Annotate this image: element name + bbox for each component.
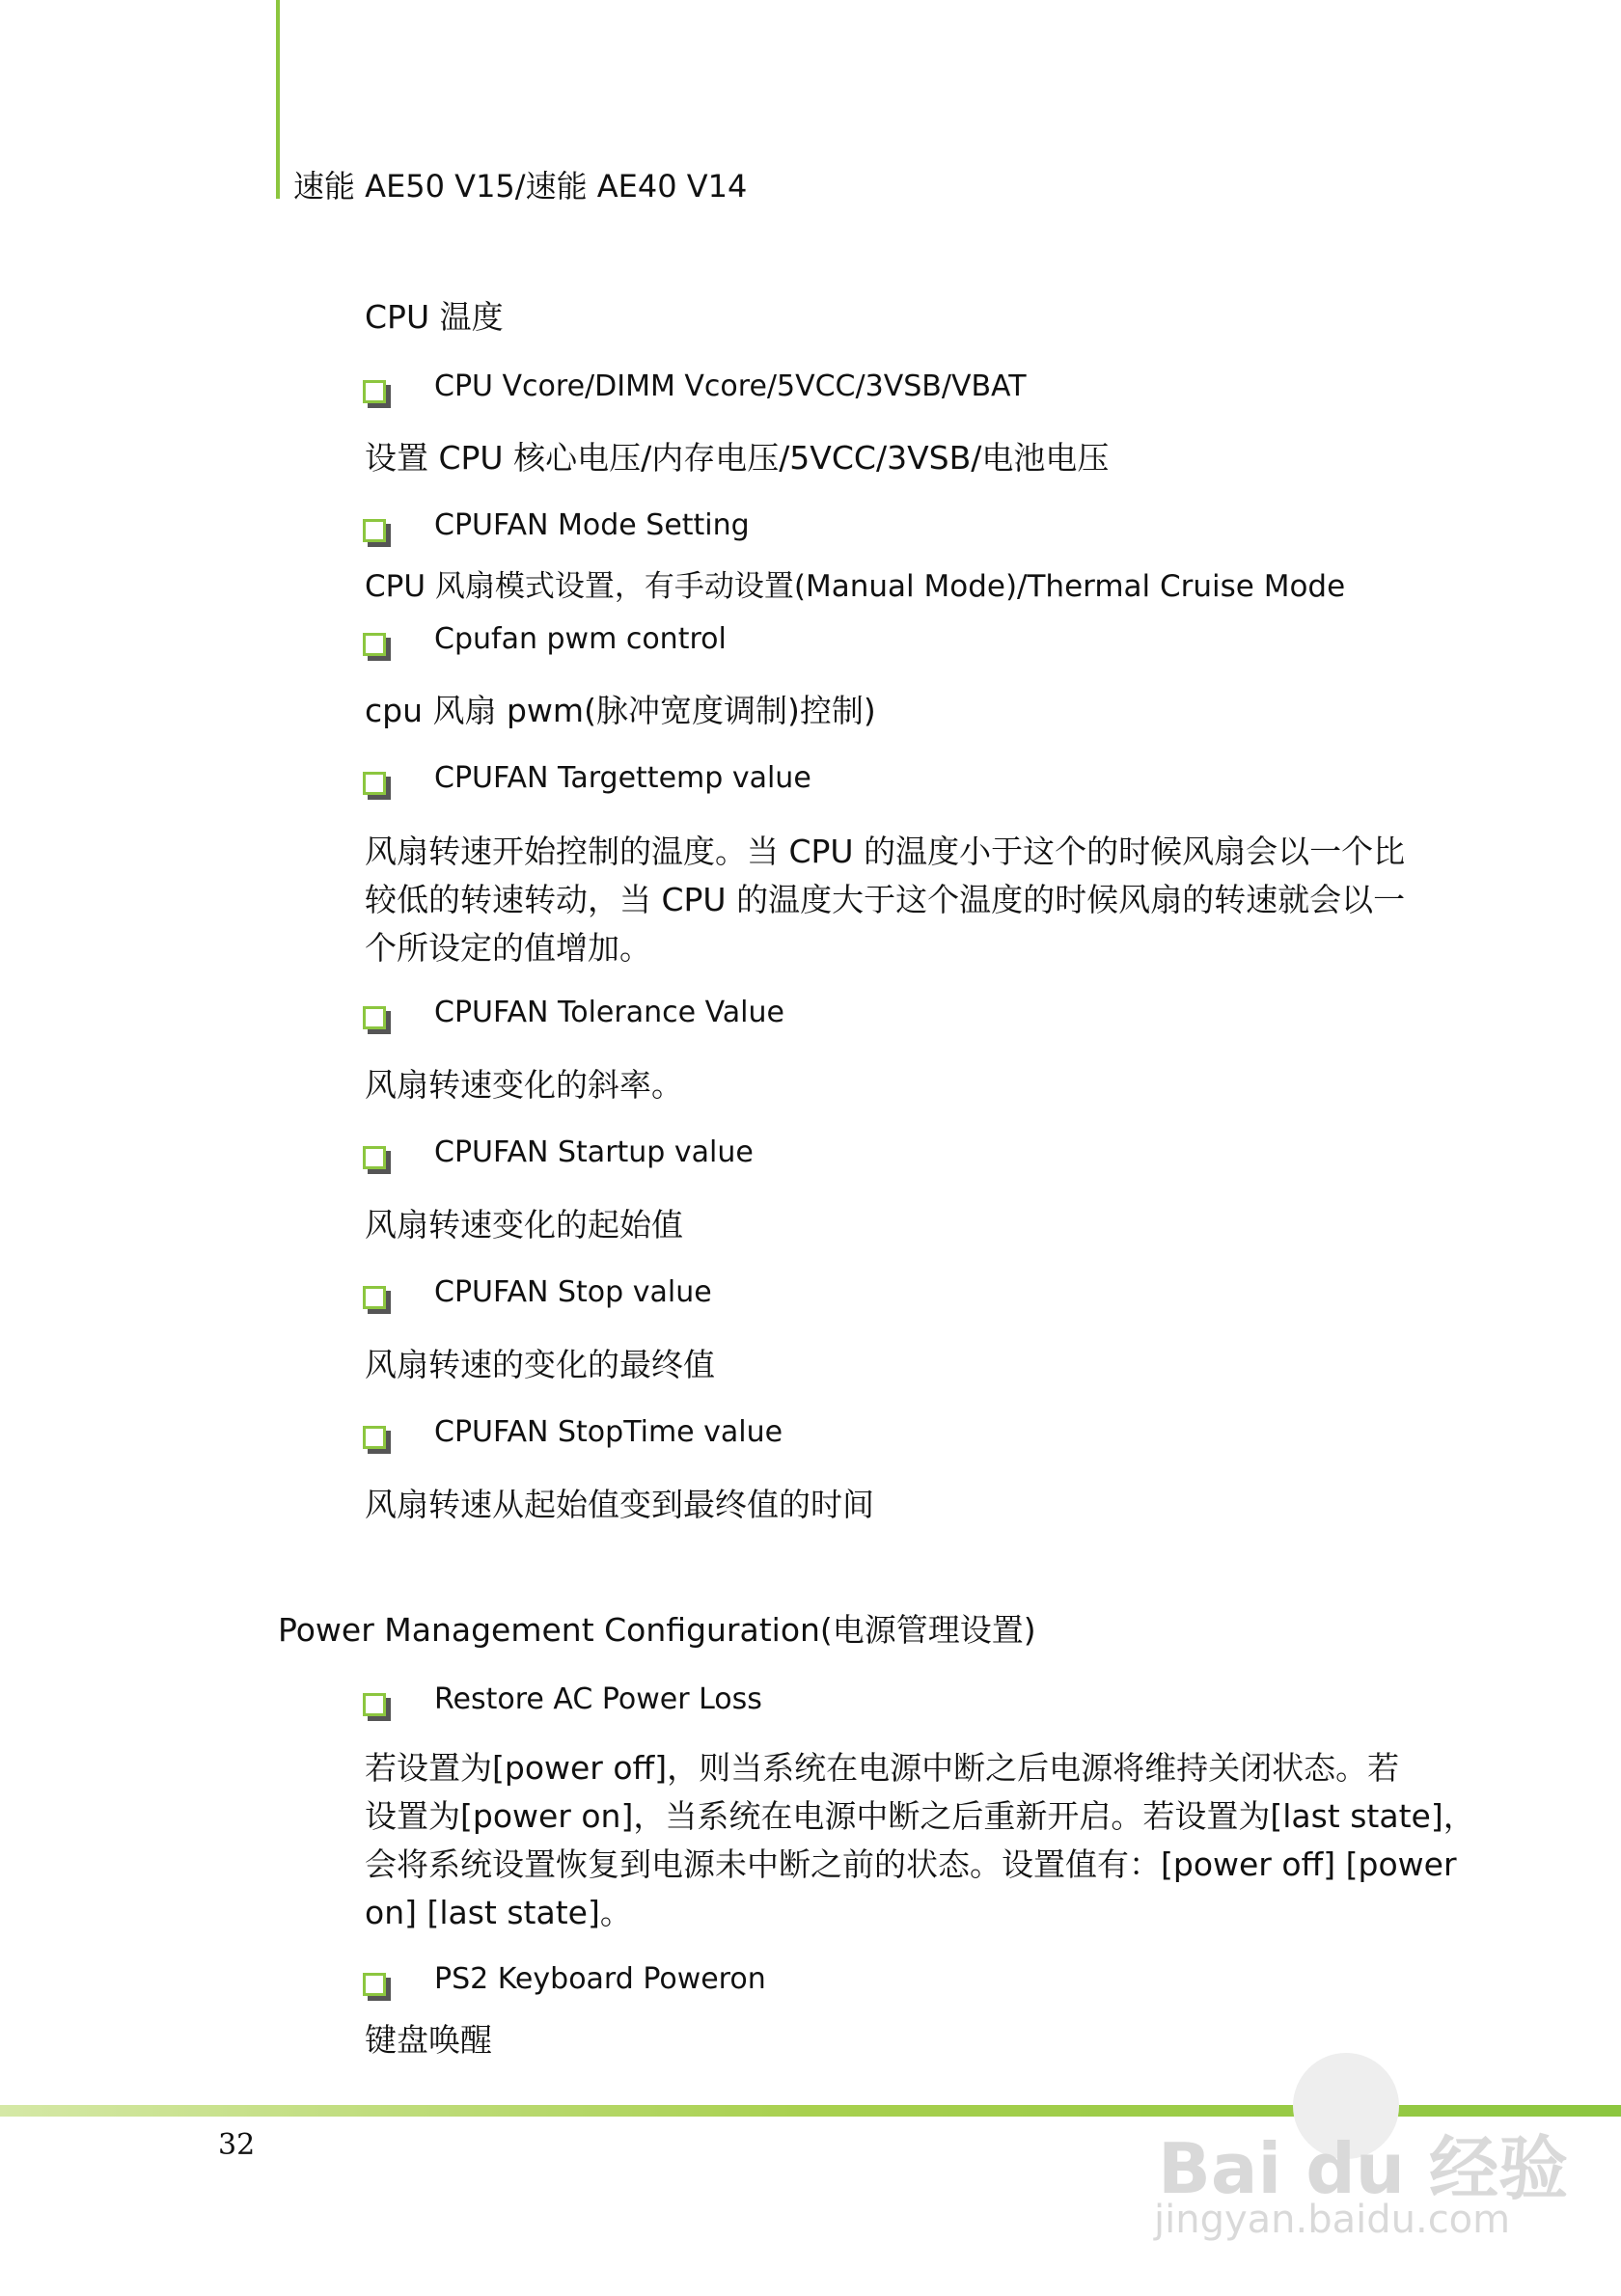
page-header-title: 速能 AE50 V15/速能 AE40 V14 — [293, 168, 748, 205]
description-line: 设置为[power on]，当系统在电源中断之后重新开启。若设置为[last state]， — [365, 1797, 1475, 1835]
description-line: 个所设定的值增加。 — [365, 929, 651, 967]
description: 风扇转速的变化的最终值 — [365, 1346, 715, 1383]
page-number: 32 — [218, 2128, 256, 2162]
description: 键盘唤醒 — [365, 2021, 492, 2059]
description: cpu 风扇 pwm(脉冲宽度调制)控制) — [365, 692, 876, 729]
description-line: 较低的转速转动，当 CPU 的温度大于这个温度的时候风扇的转速就会以一 — [365, 881, 1406, 918]
option-label: CPUFAN Targettemp value — [434, 761, 811, 795]
description: 风扇转速从起始值变到最终值的时间 — [365, 1486, 874, 1523]
checkbox-icon — [363, 1426, 386, 1449]
checkbox-icon — [363, 633, 386, 656]
checkbox-icon — [363, 380, 386, 403]
description-line: 风扇转速开始控制的温度。当 CPU 的温度小于这个的时候风扇会以一个比 — [365, 833, 1406, 870]
option-label: CPUFAN Tolerance Value — [434, 996, 784, 1029]
checkbox-icon — [363, 1973, 386, 1996]
option-label: CPU Vcore/DIMM Vcore/5VCC/3VSB/VBAT — [434, 369, 1027, 403]
option-label: PS2 Keyboard Poweron — [434, 1962, 766, 1996]
description: 设置 CPU 核心电压/内存电压/5VCC/3VSB/电池电压 — [365, 439, 1110, 477]
description-line: 若设置为[power off]，则当系统在电源中断之后电源将维持关闭状态。若 — [365, 1749, 1400, 1787]
description-paragraph — [365, 1744, 1475, 1937]
description-line: on] [last state]。 — [365, 1894, 632, 1931]
description: 风扇转速变化的起始值 — [365, 1206, 683, 1244]
option-label: CPUFAN Stop value — [434, 1275, 712, 1309]
cpu-temp-heading: CPU 温度 — [365, 298, 504, 336]
watermark-logo: Bai du 经验 — [1158, 2128, 1569, 2209]
header-accent-bar — [276, 0, 280, 199]
option-label: Cpufan pwm control — [434, 622, 727, 656]
option-label: Restore AC Power Loss — [434, 1682, 762, 1716]
checkbox-icon — [363, 1006, 386, 1029]
checkbox-icon — [363, 1146, 386, 1169]
description: 风扇转速变化的斜率。 — [365, 1066, 683, 1104]
checkbox-icon — [363, 1693, 386, 1716]
checkbox-icon — [363, 1286, 386, 1309]
description: CPU 风扇模式设置，有手动设置(Manual Mode)/Thermal Cruise Mode — [365, 569, 1346, 604]
option-label: CPUFAN Mode Setting — [434, 508, 750, 542]
description-paragraph — [365, 828, 1405, 972]
option-label: CPUFAN StopTime value — [434, 1415, 783, 1449]
watermark-url: jingyan.baidu.com — [1154, 2198, 1511, 2242]
description-line: 会将系统设置恢复到电源未中断之前的状态。设置值有：[power off] [power — [365, 1845, 1457, 1883]
option-label: CPUFAN Startup value — [434, 1135, 754, 1169]
section-title: Power Management Configuration(电源管理设置) — [278, 1611, 1036, 1649]
checkbox-icon — [363, 519, 386, 542]
checkbox-icon — [363, 772, 386, 795]
